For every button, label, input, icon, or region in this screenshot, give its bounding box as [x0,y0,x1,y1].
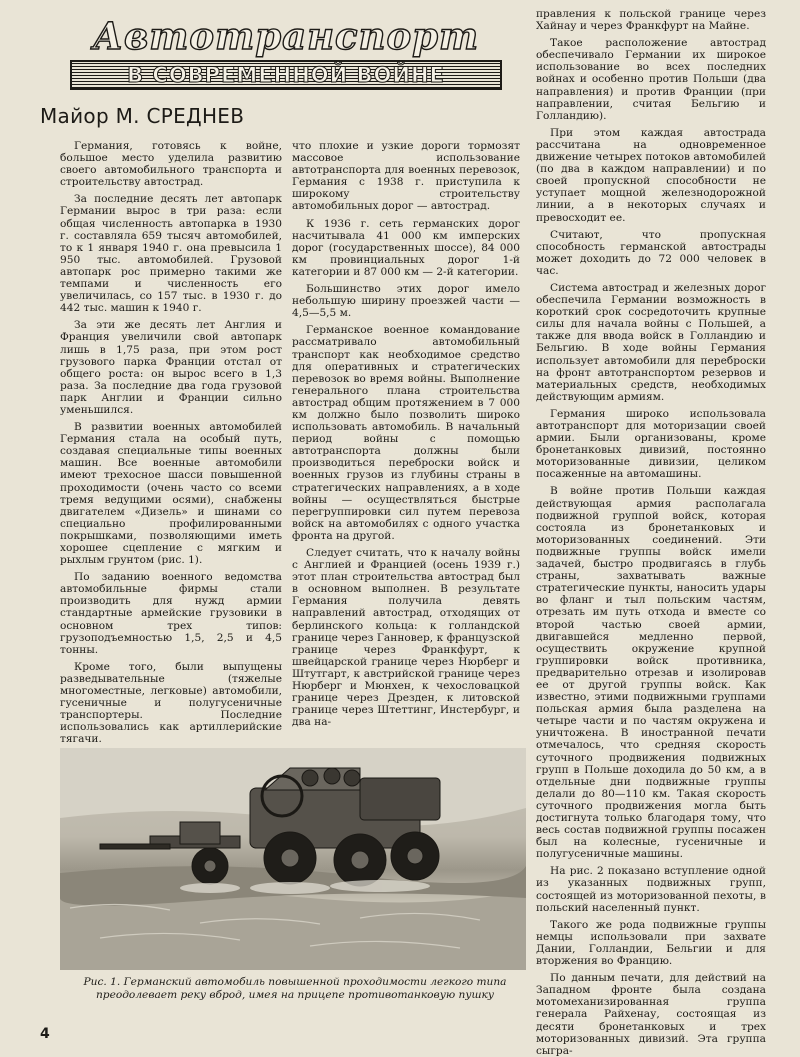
paragraph: Система автострад и железных дорог обеспечила Германии возможность в короткий срок сосредоточить крупные силы для начала войны с Польшей, а также для ввода войск в Голландию и Бельгию. В ходе войны Германия использует автомобили для переброски на фронт автотранспортом резервов и материальных средств, необходимых действующим армиям. [536,281,766,403]
vehicle-crossing-river-illustration [60,748,526,970]
text-column-1 [60,140,282,746]
paragraph: За последние десять лет автопарк Германии вырос в три раза: если общая численность автопарка в 1930 г. составляла 659 тысяч автомобилей, то к 1 января 1940 г. она превысила 1 950 тыс. автомобилей. Грузовой автопарк рос примерно такими же темпами и численность его увеличилась, со 157 тыс. в 1930 г. до 442 тыс. машин к 1940 г. [60,193,282,315]
paragraph: Германия широко использовала автотранспорт для моторизации своей армии. Были организованы, кроме бронетанковых дивизий, постоянно моторизованные дивизии, целиком посаженные на автомашины. [536,407,766,481]
paragraph: В войне против Польши каждая действующая армия располагала подвижной группой войск, которая состояла из бронетанковых и моторизованных соединений. Эти подвижные группы войск имели задачей, быстро продвигаясь в глубь страны, захватывать важные стратегические пункты, наносить удары во фланг и тыл польским частям, отрезать им путь отхода и вместе со второй частью своей армии, двигавшейся медленно первой, осуществить окружение крупной группировки войск противника, предварительно отрезав и изолировав ее от другой группы войск. Как известно, этими подвижными группами польская армия была разделена на четыре части и по частям окружена и уничтожена. В иностранной печати отмечалось, что средняя скорость суточного продвижения подвижных групп в Польше доходила до 50 км, а в отдельные дни подвижные группы делали до 80—110 км. Такая скорость суточного продвижения могла быть достигнута только благодаря тому, что весь состав подвижной группы посажен был на колесные, гусеничные и полугусеничные машины. [536,485,766,861]
article-title [70,14,502,92]
paragraph: К 1936 г. сеть германских дорог насчитывала 41 000 км имперских дорог (государственных шоссе), 84 000 км провинциальных дорог 1-й категории и 87 000 км — 2-й категории. [292,217,520,278]
figure-caption: Рис. 1. Германский автомобиль повышенной проходимости легкого типа преодолевает реку вброд, имея на прицепе противотанковую пушку [83,976,507,1001]
paragraph: что плохие и узкие дороги тормозят массовое использование автотранспорта для военных перевозок, Германия с 1938 г. приступила к широкому строительству автомобильных дорог — автострад. [292,140,520,213]
text-column-3 [536,8,766,1057]
paragraph: За эти же десять лет Англия и Франция увеличили свой автопарк лишь в 1,75 раза, при этом рост грузового парка Франции отстал от общего роста: он вырос всего в 1,3 раза. За последние два года грузовой парк Англии и Франции сильно уменьшился. [60,319,282,416]
figure-photo [60,748,526,970]
paragraph: Такое расположение автострад обеспечивало Германии их широкое использование во всех последних войнах и особенно против Польши (два направления) и против Франции (при направлении, считая Бельгию и Голландию). [536,37,766,122]
paragraph: В развитии военных автомобилей Германия стала на особый путь, создавая специальные типы военных машин. Все военные автомобили имеют трехосное шасси повышенной проходимости (очень часто со всеми тремя ведущими осями), снабжены двигателем «Дизель» и шинами со специально профилированными покрышками, позволяющими иметь хорошее сцепление с мягким и рыхлым грунтом (рис. 1). [60,421,282,567]
paragraph: Кроме того, были выпущены разведывательные (тяжелые многоместные, легковые) автомобили, гусеничные и полугусеничные транспортеры. Последние использовались как артиллерийские тягачи. [60,660,282,746]
title-band-text: В СОВРЕМЕННОЙ ВОЙНЕ [127,63,445,87]
paragraph: Считают, что пропускная способность германской автострады может доходить до 72 000 человек в час. [536,228,766,277]
paragraph: По данным печати, для действий на Западном фронте была создана мотомеханизированная группа генерала Райхенау, состоящая из десяти бронетанковых и трех моторизованных дивизий. Эта группа сыгра- [536,972,766,1057]
author-byline: Майор М. СРЕДНЕВ [40,104,245,128]
title-script: Автотранспорт [92,14,480,58]
paragraph: Следует считать, что к началу войны с Англией и Францией (осень 1939 г.) этот план строительства автострад был в основном выполнен. В результате Германия получила девять направлений автострад, отходящих от берлинского кольца: к голландской границе через Ганновер, к французской границе через Франкфурт, к швейцарской границе через Нюрберг и Штутгарт, к австрийской границе через Нюрберг и Мюнхен, к чехословацкой границе через Дрезден, к литовской границе через Штеттинг, Инстербург, и два на- [292,547,520,729]
paragraph: Большинство этих дорог имело небольшую ширину проезжей части — 4,5—5,5 м. [292,283,520,320]
title-band [70,60,502,90]
text-column-2 [292,140,520,729]
page-number: 4 [40,1026,50,1042]
paragraph: Германское военное командование рассматривало автомобильный транспорт как необходимое средство для оперативных и стратегических перевозок во время войны. Выполнение генерального плана строительства автострад общим протяжением в 7 000 км должно было позволить широко использовать автомобиль. В начальный период войны с помощью автотранспорта должны были производиться переброски войск и военных грузов из глубины страны в стратегических направлениях, а в ходе войны — осуществляться быстрые перегруппировки сил путем перевоза войск на автомобилях с одного участка фронта на другой. [292,324,520,542]
paragraph: правления к польской границе через Хайнау и через Франкфурт на Майне. [536,8,766,33]
paragraph: При этом каждая автострада рассчитана на одновременное движение четырех потоков автомобилей (по два в каждом направлении) и по своей пропускной способности не уступает мощной железнодорожной линии, а в некоторых случаях и превосходит ее. [536,126,766,224]
paragraph: По заданию военного ведомства автомобильные фирмы стали производить для нужд армии стандартные армейские грузовики в основном трех типов: грузоподъемностью 1,5, 2,5 и 4,5 тонны. [60,571,282,656]
paragraph: Германия, готовясь к войне, большое место уделила развитию своего автомобильного транспорта и строительству автострад. [60,140,282,189]
paragraph: На рис. 2 показано вступление одной из указанных подвижных групп, состоящей из моторизованной пехоты, в польский населенный пункт. [536,865,766,914]
paragraph: Такого же рода подвижные группы немцы использовали при захвате Дании, Голландии, Бельгии и для вторжения во Францию. [536,918,766,968]
